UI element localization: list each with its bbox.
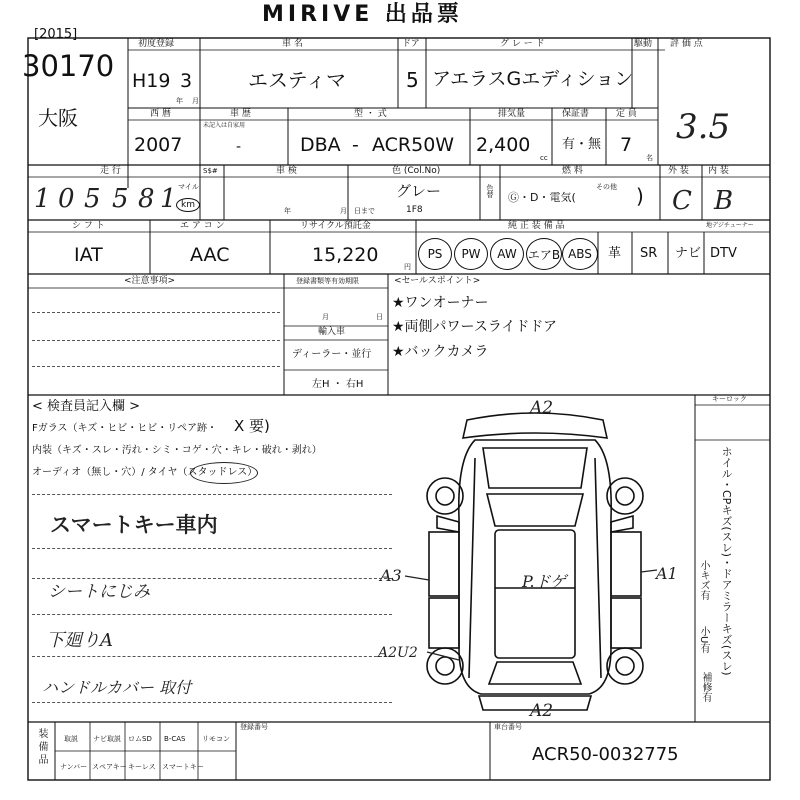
- keylock-label: キーロック: [712, 395, 747, 403]
- lot-number: 30170: [22, 49, 115, 83]
- inspector-label: < 検査員記入欄 >: [32, 399, 141, 414]
- acc-number-plate: ナンバー: [60, 763, 88, 771]
- equip-airbag: エアB: [526, 238, 562, 270]
- capacity-label: 定 員: [616, 109, 637, 119]
- damage-left: A3: [380, 566, 402, 585]
- inspector-line: [32, 578, 392, 579]
- color-number: 1F8: [406, 205, 423, 215]
- car-name: エスティマ: [248, 68, 346, 92]
- mileage-digit: 5: [84, 184, 101, 214]
- capacity-unit: 名: [646, 154, 653, 162]
- model-code: ACR50W: [372, 134, 455, 156]
- hw-roof: 下廻りA: [46, 630, 113, 651]
- region: 大阪: [38, 106, 78, 130]
- sales-points-label: <セールスポイント>: [394, 276, 481, 286]
- model-prefix: DBA: [300, 134, 341, 156]
- equip-navi: ナビ: [675, 246, 702, 261]
- equip-aw: AW: [490, 238, 524, 270]
- interior-grade: B: [714, 186, 734, 216]
- inspector-line: [32, 614, 392, 615]
- exterior-grade: C: [672, 186, 692, 216]
- doors-label: ドア: [402, 39, 420, 49]
- accessories-label: 装 備 品: [36, 728, 47, 765]
- hw-handle: ハンドルカバー 取付: [42, 678, 192, 697]
- year-tag: [2015]: [34, 27, 78, 42]
- aircon-value: AAC: [190, 244, 230, 266]
- fuel-label: 燃 料: [562, 166, 583, 176]
- damage-right: A1: [656, 564, 678, 583]
- first-reg-year-unit: 年: [176, 97, 183, 105]
- keylock-vertical-text: ホイル・CPキズ(スレ)・ドアミラーキズ(スレ): [720, 446, 734, 676]
- equip-abs: ABS: [562, 238, 598, 270]
- import-value: ディーラー・並行: [292, 349, 372, 360]
- grade-label: グ レ ー ド: [500, 39, 545, 49]
- notes-line: [32, 340, 280, 341]
- shift-value: IAT: [74, 244, 103, 266]
- first-reg-label: 初度登録: [138, 39, 175, 49]
- inspection-year-unit: 年: [284, 207, 291, 215]
- reg-expiry-label: 登録書類等有効期限: [296, 277, 359, 285]
- color-value: グレー: [396, 182, 442, 200]
- inspector-audio-tire: オーディオ（無し・穴）/ タイヤ（スタッドレス）: [32, 467, 258, 478]
- recycle-value: 15,220: [312, 244, 379, 266]
- damage-lower-left: A2U2: [378, 645, 418, 661]
- damage-diagram: [375, 398, 695, 720]
- keylock-small-dent: 小U有: [698, 626, 709, 654]
- western-year: 2007: [134, 134, 183, 156]
- sdollar-label: S$#: [203, 167, 218, 175]
- car-name-label: 車 名: [282, 39, 303, 49]
- first-reg-month-unit: 月: [192, 97, 199, 105]
- acc-navi-manual: ナビ取説: [93, 735, 121, 743]
- inspector-line: [32, 548, 392, 549]
- inspector-line: [32, 494, 392, 495]
- first-reg-month: 3: [180, 70, 193, 92]
- recycle-label: リサイクル預託金: [300, 221, 371, 231]
- acc-smart-key: スマートキー: [162, 763, 204, 771]
- import-label: 輸入車: [318, 327, 346, 337]
- grade: アエラスGエディション: [432, 68, 634, 90]
- acc-manual: 取説: [64, 735, 78, 743]
- exterior-label: 外 装: [668, 166, 689, 176]
- mileage-digit: 8: [138, 184, 155, 214]
- fuel-other-label: その他: [596, 183, 617, 191]
- sales-point: ★バックカメラ: [392, 344, 489, 360]
- model-label: 型 ・ 式: [354, 109, 387, 119]
- sales-point: ★ワンオーナー: [392, 295, 489, 311]
- chassis-number: ACR50-0032775: [532, 744, 679, 765]
- displacement-unit: cc: [540, 154, 548, 162]
- hw-smartkey: スマートキー車内: [50, 512, 218, 537]
- mileage-unit-km-circled: km: [176, 198, 200, 212]
- mileage-digit: 1: [160, 184, 177, 214]
- shift-label: シ フ ト: [72, 221, 105, 231]
- keylock-small-scratch: 小キズ有: [698, 560, 709, 600]
- equip-sunroof: SR: [640, 246, 658, 261]
- inspection-month-unit: 月: [340, 207, 347, 215]
- inspector-fglass: Fガラス（キズ・ヒビ・ヒビ・リペア跡・: [32, 423, 218, 434]
- color-label: 色 (Col.No): [392, 166, 441, 176]
- inspector-line: [32, 702, 392, 703]
- damage-center: P.ドゲ: [522, 572, 567, 591]
- capacity: 7: [620, 134, 633, 156]
- recycle-unit: 円: [404, 263, 411, 271]
- history-label: 車 歴: [230, 109, 251, 119]
- acc-bcas: B-CAS: [164, 735, 186, 743]
- studless-circle: [190, 462, 258, 484]
- displacement: 2,400: [476, 134, 531, 156]
- equip-dtv: DTV: [710, 246, 737, 261]
- interior-label: 内 装: [708, 166, 729, 176]
- hw-sheet: シートにじみ: [48, 582, 150, 602]
- drive-label: 駆動: [634, 39, 653, 49]
- color-change-label: 色替: [486, 184, 494, 198]
- western-year-label: 西 暦: [150, 109, 171, 119]
- reg-number-label: 登録番号: [240, 723, 268, 731]
- handle-value: 左H ・ 右H: [312, 379, 364, 390]
- notes-label: <注意事項>: [124, 276, 176, 286]
- history-dash: -: [236, 139, 242, 155]
- inspection-until: 日まで: [354, 207, 375, 215]
- acc-remote: リモコン: [202, 735, 230, 743]
- notes-line: [32, 366, 280, 367]
- mileage-label: 走 行: [100, 166, 121, 176]
- displacement-label: 排気量: [498, 109, 526, 119]
- acc-rom-sd: ロムSD: [128, 735, 152, 743]
- keylock-repaint: 補修有: [700, 672, 711, 702]
- mileage-unit-mile: マイル: [178, 183, 199, 191]
- fuel-close-paren: ): [636, 184, 644, 208]
- notes-line: [32, 312, 280, 313]
- damage-rear: A2: [530, 701, 554, 721]
- evaluation-score: 3.5: [676, 107, 731, 147]
- dtv-tuner-label: 地デジチューナー: [706, 222, 754, 229]
- score-label: 評 価 点: [670, 39, 703, 49]
- equip-pw: PW: [454, 238, 488, 270]
- mileage-digit: 0: [58, 184, 75, 214]
- fuel-value: Ⓖ・D・電気(: [508, 191, 576, 204]
- acc-keyless: キーレス: [128, 763, 156, 771]
- inspector-interior: 内装（キズ・スレ・汚れ・シミ・コゲ・穴・キレ・破れ・剥れ）: [32, 445, 322, 456]
- inspection-label: 車 検: [276, 166, 297, 176]
- equipment-label: 純 正 装 備 品: [508, 221, 565, 231]
- chassis-label: 車台番号: [494, 723, 522, 731]
- sheet-title: MIRIVE 出品票: [262, 2, 463, 27]
- warranty-value: 有・無: [562, 137, 602, 152]
- inspector-fglass-mark: X 要): [234, 417, 270, 435]
- reg-expiry-day: 日: [376, 313, 383, 321]
- reg-expiry-month: 月: [322, 313, 329, 321]
- equip-ps: PS: [418, 238, 452, 270]
- mileage-digit: 1: [34, 184, 51, 214]
- equip-leather: 革: [608, 246, 622, 261]
- acc-spare-key: スペアキー: [92, 763, 127, 771]
- doors: 5: [406, 68, 419, 92]
- warranty-label: 保証書: [562, 109, 590, 119]
- damage-front: A2: [530, 398, 554, 418]
- aircon-label: エ ア コ ン: [180, 221, 225, 231]
- model-sep: -: [352, 134, 359, 156]
- sales-point: ★両側パワースライドドア: [392, 319, 558, 335]
- inspector-line: [32, 656, 392, 657]
- mileage-digit: 5: [112, 184, 129, 214]
- history-sub: 未記入は自家用: [203, 122, 246, 129]
- first-reg-era: H19: [132, 70, 171, 92]
